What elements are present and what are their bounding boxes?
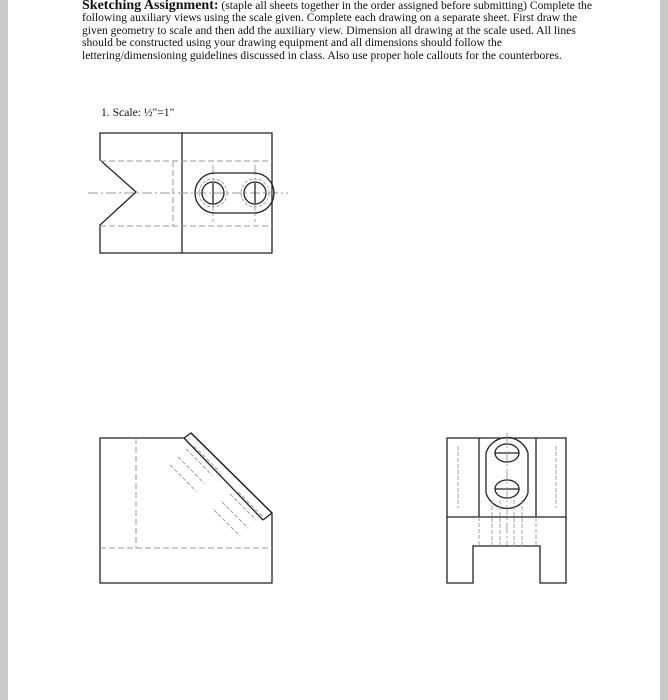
front-view bbox=[100, 433, 272, 583]
assignment-title: Sketching Assignment: bbox=[82, 0, 219, 13]
right-side-view bbox=[447, 433, 566, 583]
assignment-instructions: (staple all sheets together in the order assigned before submitting) Complete the following auxiliary views using the scale given. Complete each drawing on a separate sheet. First draw the given geometry to scale and then add the auxiliary view. Dimension all drawing at the scale used. All lines should be constructed using your drawing equipment and all dimensions should follow the lettering/dimensioning guidelines discussed in class. Also use proper hole callouts for the counterbores. bbox=[82, 0, 593, 62]
document-page bbox=[8, 0, 660, 700]
orthographic-drawing bbox=[8, 0, 660, 700]
top-view bbox=[88, 133, 288, 253]
problem-number: 1. bbox=[101, 106, 110, 119]
scale-label: Scale: ½"=1" bbox=[112, 106, 175, 119]
